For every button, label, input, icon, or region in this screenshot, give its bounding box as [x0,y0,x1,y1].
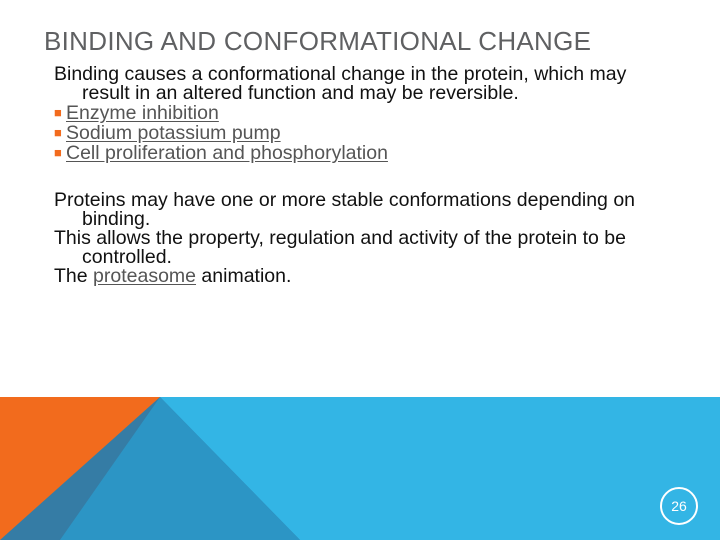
bullet-item-enzyme-inhibition [54,103,654,123]
slide-content [54,65,654,286]
square-bullet-icon: ■ [54,105,62,120]
proteasome-paragraph [54,267,654,286]
conformations-paragraph: Proteins may have one or more stable conformations depending on binding. [54,189,636,230]
square-bullet-icon: ■ [54,125,62,140]
bullet-item-cell-proliferation [54,143,654,163]
proteasome-link[interactable]: proteasome [93,265,197,287]
square-bullet-icon: ■ [54,145,62,160]
proteasome-suffix: animation. [196,265,292,287]
proteasome-prefix: The [54,265,94,287]
sodium-potassium-pump-link[interactable]: Sodium potassium pump [66,122,281,144]
regulation-paragraph: This allows the property, regulation and activity of the protein to be controlled. [54,227,626,268]
intro-paragraph: Binding causes a conformational change in the protein, which may result in an altered function and may be reversible. [54,63,627,104]
decorative-footer-band [0,397,720,540]
slide-title: BINDING AND CONFORMATIONAL CHANGE [44,26,592,56]
cell-proliferation-link[interactable]: Cell proliferation and phosphorylation [66,142,388,164]
bullet-list [54,103,654,163]
paragraph-spacer [54,163,654,191]
enzyme-inhibition-link[interactable]: Enzyme inhibition [66,102,219,124]
slide-number-badge: 26 [660,487,698,525]
bullet-item-sodium-potassium-pump [54,123,654,143]
